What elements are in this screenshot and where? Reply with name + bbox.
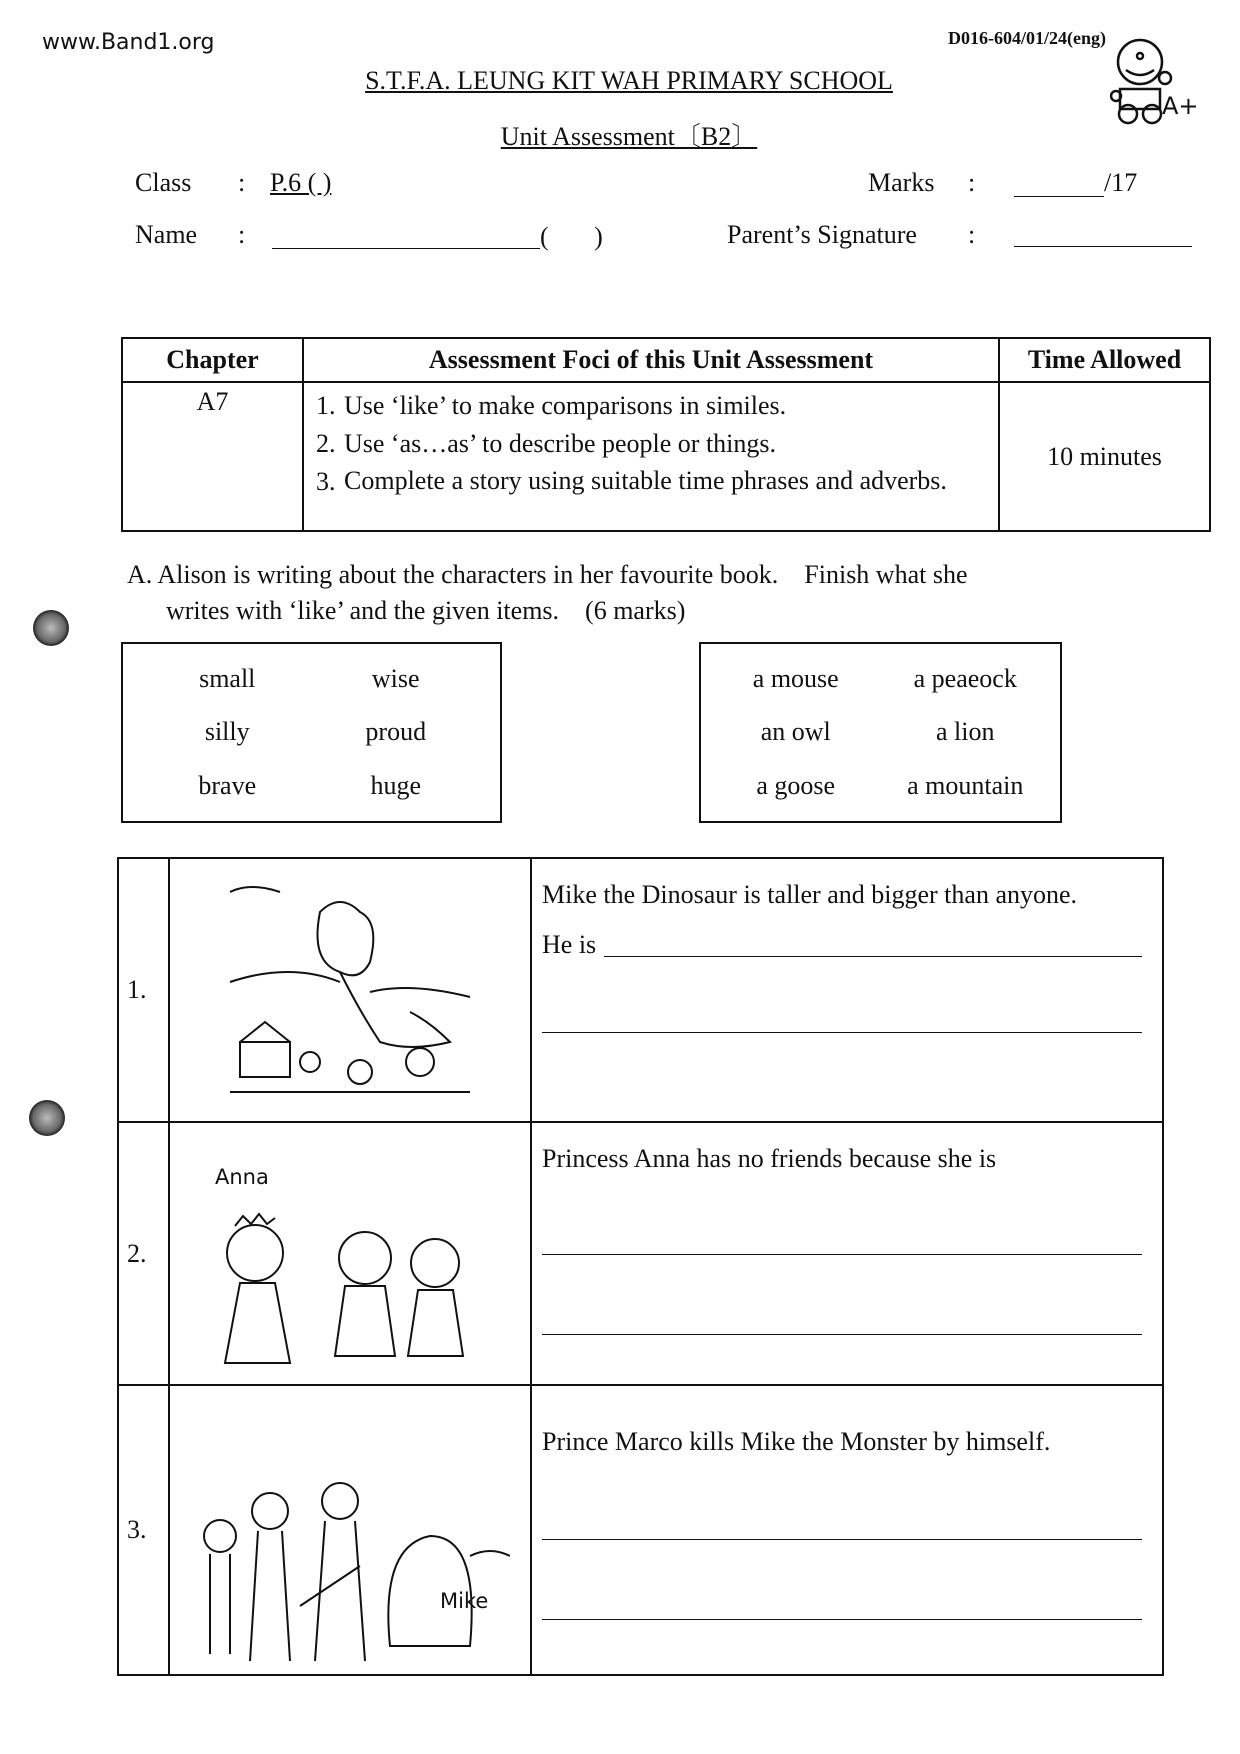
header-foci: Assessment Foci of this Unit Assessment [303, 338, 999, 382]
colon: : [968, 220, 976, 249]
chapter-cell: A7 [122, 382, 303, 531]
dinosaur-picture [169, 858, 531, 1122]
focus-text: Complete a story using suitable time phrases and adverbs. [344, 466, 947, 495]
punch-hole [29, 1100, 65, 1136]
word-item: brave [198, 771, 257, 801]
question-row [118, 1385, 1163, 1675]
question-prompt: Mike the Dinosaur is taller and bigger than anyone. [542, 880, 1078, 909]
header-chapter: Chapter [122, 338, 303, 382]
assessment-foci-table [121, 337, 1211, 532]
answer-line[interactable] [604, 927, 1142, 957]
question-row [118, 858, 1163, 1122]
name-label: Name [135, 220, 198, 249]
word-item: a peaeock [913, 663, 1017, 693]
focus-text: Use ‘like’ to make comparisons in similes. [344, 391, 787, 420]
answer-line[interactable] [542, 993, 1142, 1033]
marks-label: Marks [868, 168, 935, 197]
school-name: S.T.F.A. LEUNG KIT WAH PRIMARY SCHOOL [365, 66, 893, 95]
class-label: Class [135, 168, 192, 197]
word-item: a lion [936, 717, 995, 747]
question-number: 3. [118, 1385, 169, 1675]
focus-item [316, 463, 988, 501]
punch-hole [33, 610, 69, 646]
word-item: wise [371, 663, 420, 693]
document-code: D016-604/01/24(eng) [948, 28, 1106, 48]
noun-box [699, 642, 1062, 823]
answer-line[interactable] [542, 1500, 1142, 1540]
class-number-field[interactable]: ( ) [540, 222, 603, 251]
colon: : [238, 220, 246, 249]
logo-grade: A+ [1162, 92, 1199, 120]
focus-item [316, 387, 988, 425]
question-number: 2. [118, 1122, 169, 1385]
answer-line[interactable] [542, 1295, 1142, 1335]
adjective-box [121, 642, 502, 823]
watermark: www.Band1.org [42, 30, 215, 55]
marks-total: /17 [1104, 168, 1138, 197]
questions-table [117, 857, 1164, 1676]
focus-text: Use ‘as…as’ to describe people or things. [344, 429, 777, 458]
question-prompt: Princess Anna has no friends because she is [542, 1144, 997, 1173]
question-answer-cell [531, 858, 1163, 1122]
question-row [118, 1122, 1163, 1385]
focus-number: 3. [316, 467, 336, 496]
answer-lead: He is [542, 930, 597, 959]
time-cell: 10 minutes [999, 382, 1210, 531]
word-item: an owl [760, 717, 831, 747]
princess-picture [169, 1122, 531, 1385]
class-field[interactable]: P.6 ( ) [270, 168, 332, 197]
word-item: silly [204, 717, 250, 747]
question-prompt: Prince Marco kills Mike the Monster by himself. [542, 1427, 1051, 1456]
focus-item [316, 425, 988, 463]
picture-label: Anna [215, 1165, 269, 1189]
foci-cell [303, 382, 999, 531]
focus-number: 1. [316, 391, 336, 420]
word-item: huge [370, 771, 422, 801]
answer-line[interactable] [542, 1580, 1142, 1620]
focus-number: 2. [316, 429, 336, 458]
word-item: a mountain [907, 771, 1024, 801]
word-item: proud [365, 717, 427, 747]
prince-monster-picture [169, 1385, 531, 1675]
assessment-title: Unit Assessment〔B2〕 [500, 122, 758, 151]
section-a-instruction: A. Alison is writing about the characters in her favourite book. Finish what she [127, 560, 968, 589]
parent-signature-field[interactable] [1014, 246, 1192, 247]
section-a-instruction-2: writes with ‘like’ and the given items. (6 marks) [166, 596, 686, 625]
answer-line[interactable] [542, 1215, 1142, 1255]
colon: : [968, 168, 976, 197]
question-answer-cell [531, 1122, 1163, 1385]
word-item: small [199, 663, 256, 693]
word-item: a mouse [752, 663, 839, 693]
parent-signature-label: Parent’s Signature [727, 220, 917, 249]
picture-label: Mike [440, 1589, 489, 1613]
header-time: Time Allowed [999, 338, 1210, 382]
question-number: 1. [118, 858, 169, 1122]
word-item: a goose [756, 771, 836, 801]
name-field[interactable] [272, 248, 540, 249]
question-answer-cell [531, 1385, 1163, 1675]
marks-field[interactable] [1014, 196, 1104, 197]
colon: : [238, 168, 246, 197]
